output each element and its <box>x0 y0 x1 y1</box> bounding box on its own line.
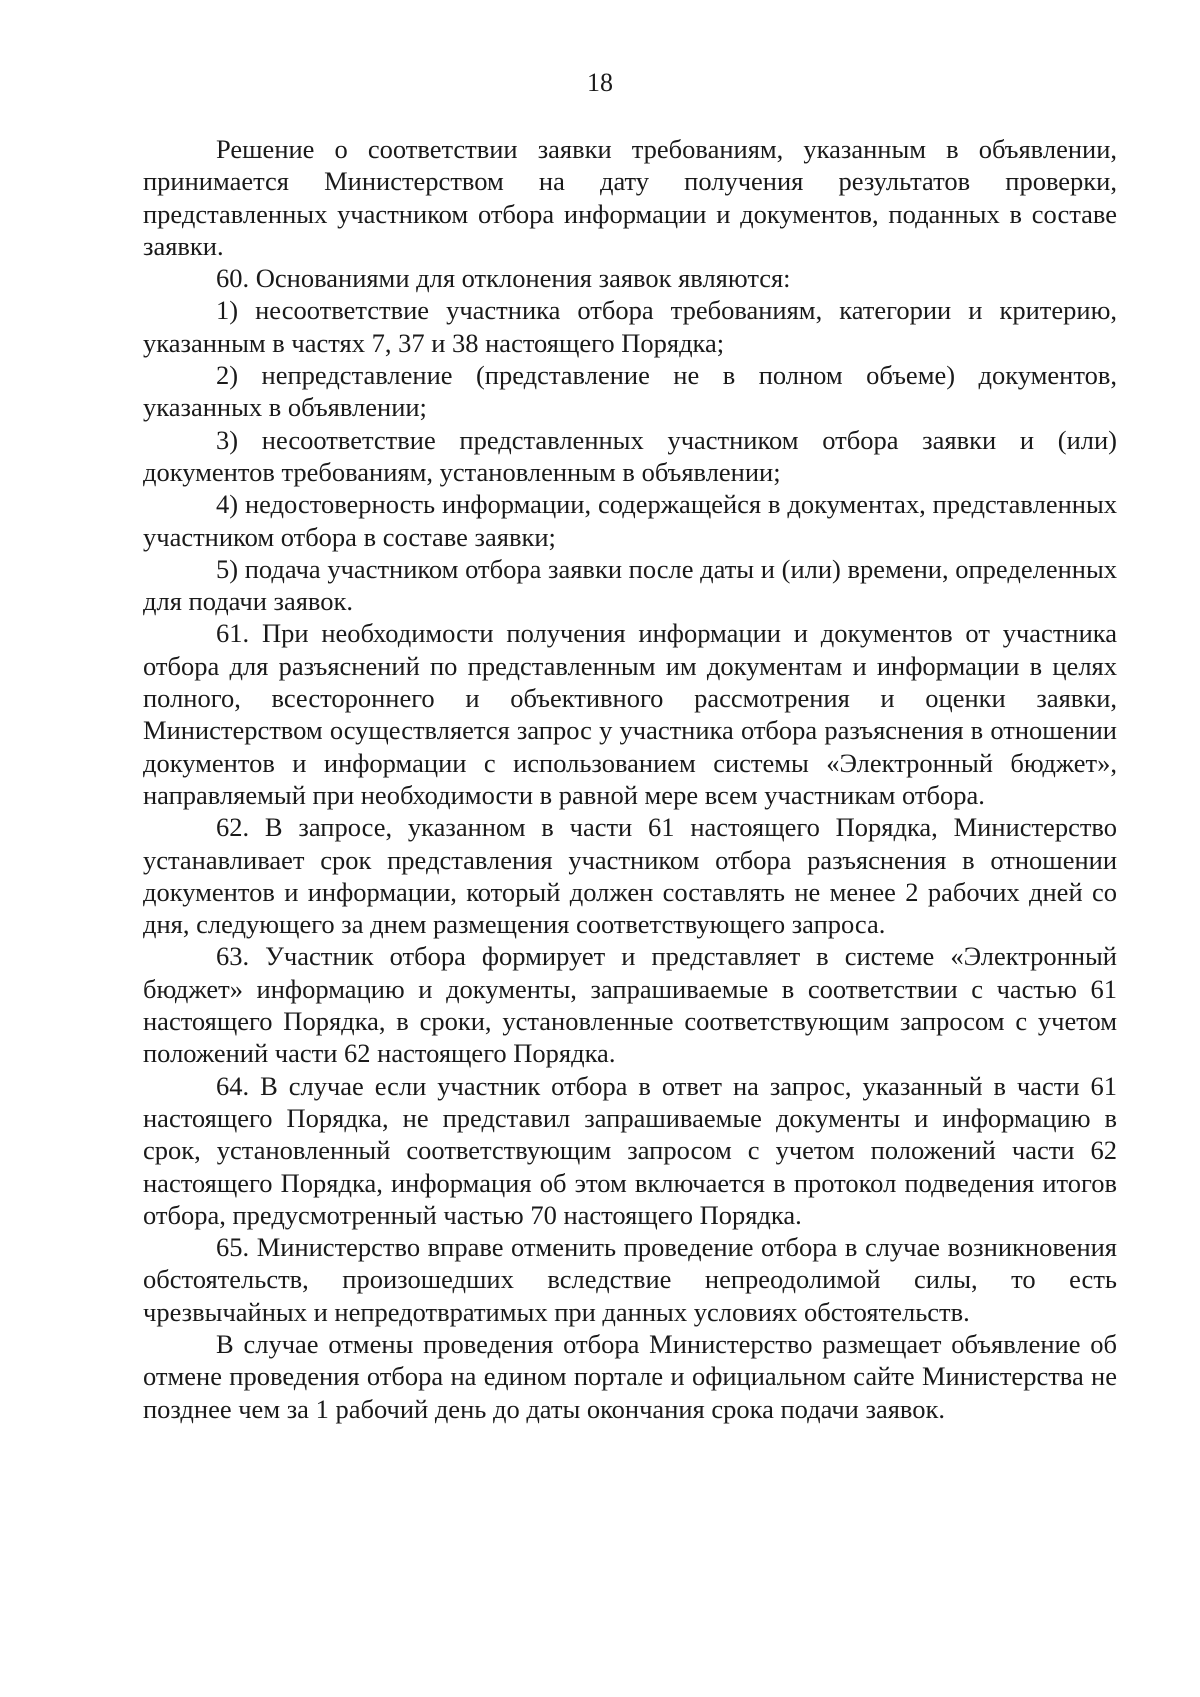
paragraph-decision: Решение о соответствии заявки требованиям, указанным в объявлении, принимается Министерством на дату получения результатов проверки, представленных участником отбора информации и документов, поданных в составе заявки. <box>143 134 1117 261</box>
list-item-60-1: 1) несоответствие участника отбора требованиям, категории и критерию, указанным в частях 7, 37 и 38 настоящего Порядка; <box>143 295 1117 358</box>
page-number: 18 <box>587 68 613 97</box>
list-item-60-4: 4) недостоверность информации, содержащейся в документах, представленных участником отбора в составе заявки; <box>143 489 1117 552</box>
list-item-60-5: 5) подача участником отбора заявки после даты и (или) времени, определенных для подачи заявок. <box>143 553 1117 617</box>
paragraph-cancellation: В случае отмены проведения отбора Министерство размещает объявление об отмене проведения отбора на едином портале и официальном сайте Министерства не позднее чем за 1 рабочий день до даты окончания срока подачи заявок. <box>143 1328 1117 1424</box>
list-item-60-2: 2) непредставление (представление не в полном объеме) документов, указанных в объявлении; <box>143 360 1117 423</box>
paragraph-65: 65. Министерство вправе отменить проведение отбора в случае возникновения обстоятельств, произошедших вследствие непреодолимой силы, то есть чрезвычайных и непредотвратимых при данных условиях обстоятельств. <box>143 1232 1117 1327</box>
paragraph-62: 62. В запросе, указанном в части 61 настоящего Порядка, Министерство устанавливает срок представления участником отбора разъяснения в отношении документов и информации, который должен составлять не менее 2 рабочих дней со дня, следующего за днем размещения соответствующего запроса. <box>143 812 1117 940</box>
document-body <box>143 133 1117 1425</box>
paragraph-63: 63. Участник отбора формирует и представляет в системе «Электронный бюджет» информацию и документы, запрашиваемые в соответствии с частью 61 настоящего Порядка, в сроки, установленные соответствующим запросом с учетом положений части 62 настоящего Порядка. <box>143 941 1117 1069</box>
paragraph-64: 64. В случае если участник отбора в ответ на запрос, указанный в части 61 настоящего Порядка, не представил запрашиваемые документы и информацию в срок, установленный соответствующим запросом с учетом положений части 62 настоящего Порядка, информация об этом включается в протокол подведения итогов отбора, предусмотренный частью 70 настоящего Порядка. <box>143 1070 1117 1230</box>
paragraph-61: 61. При необходимости получения информации и документов от участника отбора для разъяснений по представленным им документам и информации в целях полного, всестороннего и объективного рассмотрения и оценки заявки, Министерством осуществляется запрос у участника отбора разъяснения в отношении документов и информации с использованием системы «Электронный бюджет», направляемый при необходимости в равной мере всем участникам отбора. <box>143 618 1117 810</box>
paragraph-60: 60. Основаниями для отклонения заявок являются: <box>216 263 791 294</box>
list-item-60-3: 3) несоответствие представленных участником отбора заявки и (или) документов требованиям, установленным в объявлении; <box>143 424 1117 487</box>
